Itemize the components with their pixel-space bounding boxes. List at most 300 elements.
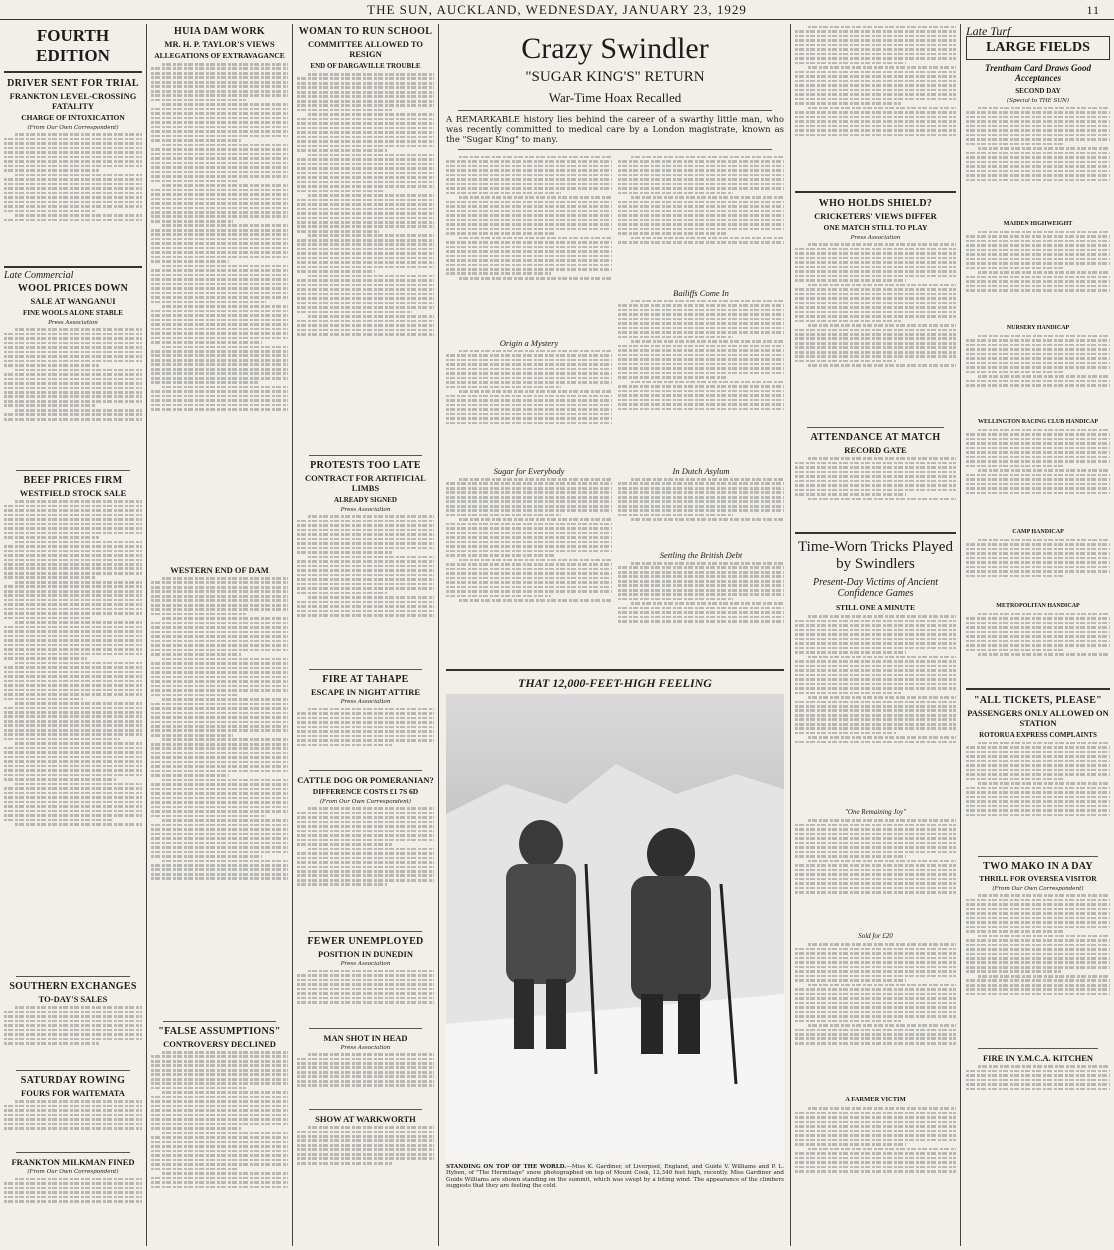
text-line: [966, 348, 1110, 351]
text-line: [795, 638, 956, 641]
text-line: [795, 1037, 956, 1040]
text-line: [162, 305, 288, 308]
article-text: [446, 350, 612, 460]
text-line: [795, 651, 906, 654]
text-line: [297, 578, 434, 581]
text-line: [795, 966, 956, 969]
text-line: [151, 1118, 288, 1121]
text-line: [4, 778, 116, 781]
text-line: [162, 1132, 288, 1135]
text-line: [297, 605, 434, 608]
text-line: [4, 1015, 142, 1018]
text-line: [151, 1150, 288, 1153]
text-line: [162, 617, 288, 620]
text-line: [631, 518, 784, 521]
text-line: [795, 84, 956, 87]
text-line: [151, 220, 233, 223]
text-line: [618, 336, 733, 339]
text-line: [795, 93, 956, 96]
race-maiden: MAIDEN HIGHWEIGHT: [1003, 220, 1073, 227]
text-line: [297, 997, 434, 1000]
byline: Press Association: [850, 234, 901, 241]
text-line: [4, 572, 142, 575]
text-line: [151, 332, 288, 335]
text-line: [297, 812, 434, 815]
byline: Press Association: [340, 699, 391, 706]
subhead-western-end: WESTERN END OF DAM: [170, 565, 269, 575]
caption-text: —Miss K. Gardiner, of Liverpool, England, and Guide V. Williams and P. L. Hyben, of "The Hermitage" snow photographed on top of Mount Cook, 12,340 feet high, recently. Miss Gardiner and Guide Williams are shown standing on the summit, which was swept by a biting wind. The appearance of the climbers suggests that they are feeling the cold.: [446, 1164, 784, 1190]
text-line: [308, 113, 434, 116]
text-line: [795, 851, 956, 854]
article-text: [618, 156, 784, 286]
text-line: [446, 523, 612, 526]
subhead-record-gate: RECORD GATE: [844, 445, 907, 456]
text-line: [618, 160, 784, 163]
text-line: [297, 131, 434, 134]
text-line: [151, 1073, 288, 1076]
text-line: [4, 639, 142, 642]
text-line: [795, 660, 956, 663]
text-line: [4, 342, 142, 345]
text-line: [297, 109, 392, 112]
text-line: [795, 355, 956, 358]
text-line: [151, 126, 288, 129]
text-line: [966, 456, 1110, 459]
text-line: [151, 1181, 288, 1184]
text-line: [297, 843, 392, 846]
text-line: [618, 232, 728, 235]
text-line: [151, 260, 229, 263]
text-line: [4, 545, 142, 548]
text-line: [446, 491, 612, 494]
text-line: [618, 192, 733, 195]
text-line: [297, 879, 434, 882]
feature-column: [618, 464, 784, 664]
text-line: [446, 581, 612, 584]
text-line: [966, 649, 1065, 652]
text-line: [151, 247, 288, 250]
headline-protests-late: PROTESTS TOO LATE: [310, 460, 421, 471]
headline-time-worn: Time-Worn Tricks Played by Swindlers: [798, 539, 953, 573]
text-line: [4, 814, 142, 817]
text-line: [459, 559, 612, 562]
text-line: [795, 988, 956, 991]
text-line: [446, 586, 612, 589]
text-line: [151, 99, 246, 102]
text-line: [966, 371, 1065, 374]
text-line: [618, 165, 784, 168]
text-line: [618, 491, 784, 494]
text-line: [4, 680, 142, 683]
text-line: [151, 112, 288, 115]
text-line: [618, 514, 733, 517]
text-line: [966, 276, 1110, 279]
text-line: [151, 202, 288, 205]
text-line: [297, 560, 434, 563]
text-line: [4, 382, 142, 385]
headline-false-assumptions: "FALSE ASSUMPTIONS": [158, 1026, 281, 1037]
text-line: [151, 653, 241, 656]
text-line: [978, 469, 1110, 472]
text-line: [966, 474, 1110, 477]
text-line: [297, 266, 434, 269]
text-line: [297, 874, 434, 877]
text-line: [618, 399, 784, 402]
text-line: [15, 581, 142, 584]
text-line: [15, 133, 142, 136]
text-line: [618, 611, 784, 614]
text-line: [795, 624, 956, 627]
text-line: [151, 1127, 241, 1130]
text-line: [297, 547, 434, 550]
text-line: [795, 471, 956, 474]
text-line: [966, 917, 1110, 920]
text-line: [297, 569, 434, 572]
text-line: [151, 752, 288, 755]
text-line: [795, 1166, 956, 1169]
text-line: [151, 1168, 237, 1171]
text-line: [151, 148, 288, 151]
text-line: [151, 649, 288, 652]
text-line: [297, 163, 434, 166]
subhead-taylor: MR. H. P. TAYLOR'S VIEWS: [164, 39, 275, 49]
text-line: [297, 158, 434, 161]
text-line: [795, 306, 956, 309]
article-text: [966, 107, 1110, 217]
text-line: [966, 156, 1110, 159]
text-line: [4, 805, 142, 808]
text-line: [446, 404, 612, 407]
text-line: [4, 523, 142, 526]
text-line: [618, 183, 784, 186]
race-table: [966, 539, 1110, 599]
headline-cattle-dog: CATTLE DOG OR POMERANIAN?: [297, 774, 434, 785]
text-line: [4, 760, 142, 763]
text-line: [151, 1069, 288, 1072]
text-line: [151, 680, 288, 683]
text-line: [4, 612, 142, 615]
text-line: [795, 993, 956, 996]
text-line: [151, 824, 288, 827]
text-line: [966, 451, 1110, 454]
divider: [4, 266, 142, 268]
article-text: [4, 1100, 142, 1148]
text-line: [795, 30, 956, 33]
text-line: [795, 887, 956, 890]
text-line: [297, 839, 434, 842]
subhead-sold-for: Sold for £20: [858, 932, 893, 941]
text-line: [4, 787, 142, 790]
text-line: [966, 635, 1110, 638]
column-6: [791, 24, 960, 1246]
text-line: [297, 284, 434, 287]
text-line: [151, 381, 258, 384]
text-line: [297, 306, 434, 309]
article-text: [4, 328, 142, 466]
text-line: [966, 1070, 1110, 1073]
article-text: [4, 1006, 142, 1066]
text-line: [4, 395, 142, 398]
text-line: [297, 542, 434, 545]
text-line: [795, 633, 956, 636]
text-line: [795, 828, 956, 831]
text-line: [151, 734, 233, 737]
text-line: [297, 988, 434, 991]
text-line: [4, 671, 142, 674]
text-line: [966, 438, 1110, 441]
text-line: [978, 975, 1110, 978]
subhead-waitemata: FOURS FOR WAITEMATA: [21, 1088, 125, 1099]
column-7: [880, 24, 888, 1246]
text-line: [4, 413, 142, 416]
text-line: [162, 658, 288, 661]
text-line: [151, 157, 288, 160]
byline: Press Association: [340, 1044, 391, 1051]
text-line: [4, 657, 87, 660]
text-line: [966, 125, 1110, 128]
text-line: [446, 554, 556, 557]
text-line: [151, 139, 241, 142]
text-line: [4, 1029, 142, 1032]
text-line: [4, 160, 142, 163]
text-line: [4, 355, 142, 358]
text-line: [618, 345, 784, 348]
text-line: [297, 329, 434, 332]
text-line: [4, 400, 142, 403]
text-line: [795, 493, 906, 496]
text-line: [4, 554, 142, 557]
text-line: [4, 373, 142, 376]
text-line: [795, 75, 956, 78]
text-line: [978, 107, 1110, 110]
text-line: [795, 878, 956, 881]
text-line: [151, 756, 288, 759]
text-line: [151, 640, 288, 643]
photo-headline: THAT 12,000-FEET-HIGH FEELING: [518, 676, 712, 690]
text-line: [297, 520, 434, 523]
text-line: [966, 631, 1110, 634]
text-line: [795, 1029, 956, 1032]
text-line: [446, 532, 612, 535]
text-line: [795, 1011, 956, 1014]
text-line: [446, 183, 612, 186]
text-line: [308, 1126, 434, 1129]
text-line: [297, 533, 434, 536]
article-text: [795, 943, 956, 1093]
text-line: [795, 489, 956, 492]
text-line: [966, 258, 1110, 261]
text-line: [162, 1051, 288, 1054]
text-line: [966, 760, 1110, 763]
text-line: [795, 727, 956, 730]
byline: (From Our Own Correspondent): [27, 125, 119, 131]
text-line: [459, 156, 612, 159]
text-line: [446, 368, 612, 371]
text-line: [446, 246, 612, 249]
text-line: [618, 169, 784, 172]
text-line: [151, 855, 262, 858]
text-line: [446, 550, 612, 553]
text-line: [151, 390, 288, 393]
text-line: [618, 598, 733, 601]
text-line: [966, 143, 1065, 146]
subhead-westfield: WESTFIELD STOCK SALE: [19, 488, 127, 499]
text-line: [4, 603, 142, 606]
text-line: [446, 169, 612, 172]
text-line: [795, 855, 906, 858]
text-line: [4, 1038, 142, 1041]
text-line: [151, 837, 288, 840]
article-text: [4, 133, 142, 261]
text-line: [4, 192, 142, 195]
text-line: [297, 104, 434, 107]
text-line: [795, 1157, 956, 1160]
text-line: [297, 172, 434, 175]
text-line: [151, 363, 288, 366]
text-line: [446, 219, 612, 222]
text-line: [795, 1002, 956, 1005]
text-line: [795, 125, 956, 128]
text-line: [4, 599, 142, 602]
text-line: [297, 974, 434, 977]
text-line: [966, 548, 1110, 551]
text-line: [297, 1062, 434, 1065]
race-table: [966, 429, 1110, 525]
text-line: [151, 341, 262, 344]
text-line: [978, 935, 1110, 938]
text-line: [151, 613, 246, 616]
divider: [795, 532, 956, 534]
subhead-already-signed: ALREADY SIGNED: [334, 496, 397, 504]
late-commercial-label: Late Commercial: [4, 270, 74, 282]
text-line: [966, 993, 1110, 996]
text-line: [966, 764, 1110, 767]
text-line: [151, 399, 288, 402]
text-line: [151, 67, 288, 70]
text-line: [618, 349, 784, 352]
text-line: [4, 151, 142, 154]
feature-body: [446, 154, 784, 464]
text-line: [4, 1024, 142, 1027]
text-line: [978, 742, 1110, 745]
text-line: [618, 509, 784, 512]
text-line: [297, 1144, 434, 1147]
text-line: [4, 1114, 142, 1117]
text-line: [151, 301, 266, 304]
text-line: [446, 595, 551, 598]
text-line: [966, 622, 1110, 625]
byline: (From Our Own Correspondent): [319, 798, 412, 805]
article-text: [966, 1065, 1110, 1105]
text-line: [4, 576, 95, 579]
text-line: [151, 1064, 288, 1067]
text-line: [795, 248, 956, 251]
text-line: [151, 774, 229, 777]
text-line: [4, 666, 142, 669]
text-line: [966, 570, 1110, 573]
text-line: [966, 339, 1110, 342]
text-line: [795, 297, 956, 300]
text-line: [297, 830, 434, 833]
text-line: [4, 505, 142, 508]
article-text: [795, 26, 956, 186]
text-line: [618, 482, 784, 485]
text-line: [966, 487, 1110, 490]
text-line: [297, 992, 434, 995]
column-2: [147, 24, 292, 1246]
text-line: [966, 948, 1110, 951]
text-line: [795, 714, 956, 717]
subhead-passengers: PASSENGERS ONLY ALLOWED ON STATION: [967, 707, 1109, 728]
text-line: [4, 196, 142, 199]
text-line: [446, 255, 612, 258]
text-line: [446, 413, 612, 416]
text-line: [966, 111, 1110, 114]
text-line: [4, 1033, 142, 1036]
text-line: [297, 821, 434, 824]
text-line: [297, 1058, 434, 1061]
article-text: [966, 894, 1110, 1044]
text-line: [446, 178, 612, 181]
article-text: [151, 1051, 288, 1246]
text-line: [151, 1055, 288, 1058]
text-line: [966, 116, 1110, 119]
text-line: [151, 408, 288, 411]
text-line: [151, 256, 288, 259]
text-line: [297, 834, 434, 837]
text-line: [795, 642, 956, 645]
text-line: [151, 846, 288, 849]
text-line: [795, 1139, 956, 1142]
text-line: [795, 71, 956, 74]
text-line: [966, 979, 1110, 982]
text-line: [446, 563, 612, 566]
text-line: [618, 318, 784, 321]
text-line: [978, 894, 1110, 897]
subhead-dargaville: END OF DARGAVILLE TROUBLE: [310, 62, 421, 70]
text-line: [966, 353, 1110, 356]
text-line: [297, 167, 434, 170]
text-line: [795, 484, 956, 487]
text-line: [966, 262, 1110, 265]
text-line: [4, 1123, 142, 1126]
text-line: [795, 882, 956, 885]
text-line: [966, 814, 1110, 817]
text-line: [795, 842, 956, 845]
article-text: [618, 562, 784, 652]
text-line: [795, 266, 956, 269]
text-line: [966, 433, 1110, 436]
text-line: [795, 837, 956, 840]
text-line: [966, 1074, 1110, 1077]
caption-lead: STANDING ON TOP OF THE WORLD.: [446, 1164, 567, 1170]
text-line: [618, 304, 784, 307]
text-line: [4, 563, 142, 566]
text-line: [966, 253, 1110, 256]
text-line: [446, 228, 612, 231]
text-line: [151, 242, 288, 245]
text-line: [151, 296, 288, 299]
text-line: [4, 729, 142, 732]
text-line: [151, 868, 288, 871]
text-line: [795, 1170, 956, 1173]
text-line: [151, 310, 288, 313]
text-line: [4, 617, 91, 620]
text-line: [4, 733, 142, 736]
text-line: [795, 1125, 956, 1128]
text-line: [151, 215, 288, 218]
text-line: [966, 921, 1110, 924]
